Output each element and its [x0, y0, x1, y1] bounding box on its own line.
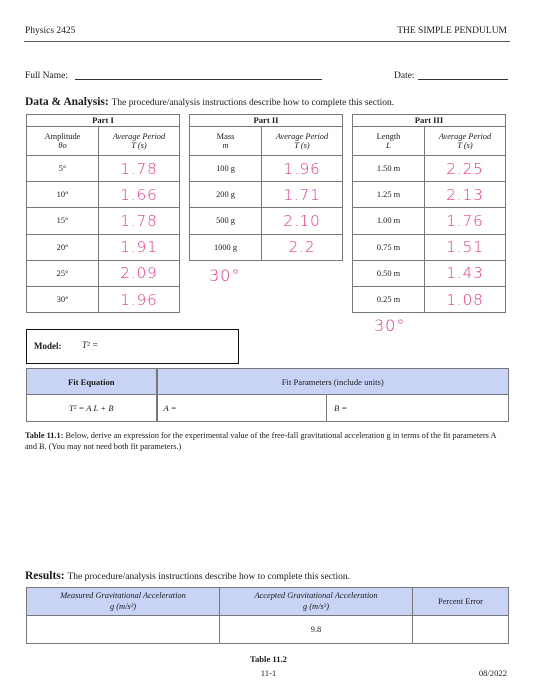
table-cell: 25°	[27, 260, 99, 286]
accepted-header-label: Accepted Gravitational Acceleration	[254, 591, 378, 600]
table-cell: 30°	[27, 286, 99, 312]
table-cell: 20°	[27, 234, 99, 260]
handwritten-value[interactable]: 1.66	[99, 182, 180, 208]
part1-col1-label: Amplitude	[44, 131, 81, 141]
part1-col1-symbol: θo	[58, 141, 67, 150]
part3-col1-label: Length	[376, 131, 401, 141]
full-name-field[interactable]	[75, 70, 322, 80]
fit-equation: T² = A L + B	[27, 395, 157, 422]
table-cell: 0.25 m	[353, 286, 425, 312]
table-11-1-text: Below, derive an expression for the experimental value of the free-fall gravitational acceleration g in terms of the fit parameters A and B. (You may not need both fit parameters.)	[25, 431, 496, 452]
part3-table	[352, 114, 506, 313]
part3-col-length	[353, 127, 425, 156]
part3-title: Part III	[353, 115, 506, 127]
part3-col2-symbol: T (s)	[457, 141, 473, 150]
fit-params-header: Fit Parameters (include units)	[157, 369, 509, 395]
handwritten-value[interactable]: 1.76	[425, 208, 506, 234]
table-cell: 500 g	[190, 208, 262, 234]
table-cell: 1000 g	[190, 234, 262, 260]
results-description: The procedure/analysis instructions describe how to complete this section.	[67, 572, 351, 582]
date-label: Date:	[394, 71, 415, 81]
handwritten-value[interactable]: 1.51	[425, 234, 506, 260]
part2-col1-symbol: m	[222, 141, 229, 150]
handwritten-value[interactable]: 1.71	[262, 182, 343, 208]
handwritten-value[interactable]: 2.13	[425, 182, 506, 208]
handwritten-value[interactable]: 2.2	[262, 234, 343, 260]
measured-value-cell[interactable]	[27, 616, 220, 644]
handwritten-value[interactable]: 1.08	[425, 286, 506, 312]
table-11-1-label: Table 11.1:	[25, 431, 64, 440]
fit-param-b[interactable]: B =	[327, 395, 509, 422]
part3-col2-label: Average Period	[438, 131, 492, 141]
handwritten-value[interactable]: 1.43	[425, 260, 506, 286]
table-cell: 200 g	[190, 182, 262, 208]
date-field[interactable]	[418, 70, 508, 80]
part2-handwritten-note: 30°	[209, 266, 241, 285]
part1-col2-label: Average Period	[112, 131, 166, 141]
data-analysis-description: The procedure/analysis instructions describe how to complete this section.	[111, 98, 395, 108]
table-cell: 1.25 m	[353, 182, 425, 208]
footer-date: 08/2022	[478, 668, 507, 678]
handwritten-value[interactable]: 1.96	[99, 286, 180, 312]
table-cell: 1.00 m	[353, 208, 425, 234]
fit-equation-header: Fit Equation	[27, 369, 157, 395]
measured-header-units: g (m/s²)	[109, 601, 136, 611]
handwritten-value[interactable]: 1.78	[99, 208, 180, 234]
table-11-2-label: Table 11.2	[250, 654, 287, 664]
part2-col1-label: Mass	[216, 131, 235, 141]
part2-table	[189, 114, 343, 261]
part1-col-period	[99, 127, 180, 156]
course-name: Physics 2425	[25, 26, 76, 36]
full-name-label: Full Name:	[25, 71, 69, 81]
accepted-header	[220, 588, 413, 616]
lab-title: THE SIMPLE PENDULUM	[397, 26, 507, 36]
part1-title: Part I	[27, 115, 180, 127]
handwritten-value[interactable]: 2.09	[99, 260, 180, 286]
fit-table	[26, 368, 509, 422]
accepted-header-units: g (m/s²)	[302, 601, 329, 611]
header-divider	[24, 41, 510, 42]
model-expression: T² =	[82, 340, 99, 350]
handwritten-value[interactable]: 2.25	[425, 156, 506, 182]
part2-col2-label: Average Period	[275, 131, 329, 141]
measured-header-label: Measured Gravitational Acceleration	[60, 591, 186, 600]
data-analysis-heading	[25, 96, 394, 108]
percent-error-cell[interactable]	[413, 616, 509, 644]
model-box[interactable]	[26, 329, 239, 364]
table-cell: 0.75 m	[353, 234, 425, 260]
part3-col1-symbol: L	[386, 141, 391, 150]
handwritten-value[interactable]: 1.96	[262, 156, 343, 182]
part1-table	[26, 114, 180, 313]
fit-param-a[interactable]: A =	[157, 395, 327, 422]
measured-header	[27, 588, 220, 616]
table-cell: 15°	[27, 208, 99, 234]
part2-title: Part II	[190, 115, 343, 127]
part1-col2-symbol: T (s)	[131, 141, 147, 150]
part2-col-mass	[190, 127, 262, 156]
results-title: Results:	[25, 570, 65, 582]
handwritten-value[interactable]: 1.91	[99, 234, 180, 260]
table-cell: 100 g	[190, 156, 262, 182]
model-label: Model:	[34, 341, 62, 351]
part2-col2-symbol: T (s)	[294, 141, 310, 150]
table-11-1-caption	[25, 430, 509, 452]
page-number: 11-1	[260, 668, 277, 678]
accepted-value-cell: 9.8	[220, 616, 413, 644]
results-table	[26, 587, 509, 644]
table-cell: 1.50 m	[353, 156, 425, 182]
handwritten-value[interactable]: 1.78	[99, 156, 180, 182]
table-cell: 10°	[27, 182, 99, 208]
data-analysis-title: Data & Analysis:	[25, 96, 109, 108]
part1-col-amplitude	[27, 127, 99, 156]
part3-col-period	[425, 127, 506, 156]
handwritten-value[interactable]: 2.10	[262, 208, 343, 234]
table-cell: 0.50 m	[353, 260, 425, 286]
results-heading	[25, 570, 350, 582]
part3-handwritten-note: 30°	[374, 316, 406, 335]
percent-error-header: Percent Error	[413, 588, 509, 616]
part2-col-period	[262, 127, 343, 156]
table-cell: 5°	[27, 156, 99, 182]
